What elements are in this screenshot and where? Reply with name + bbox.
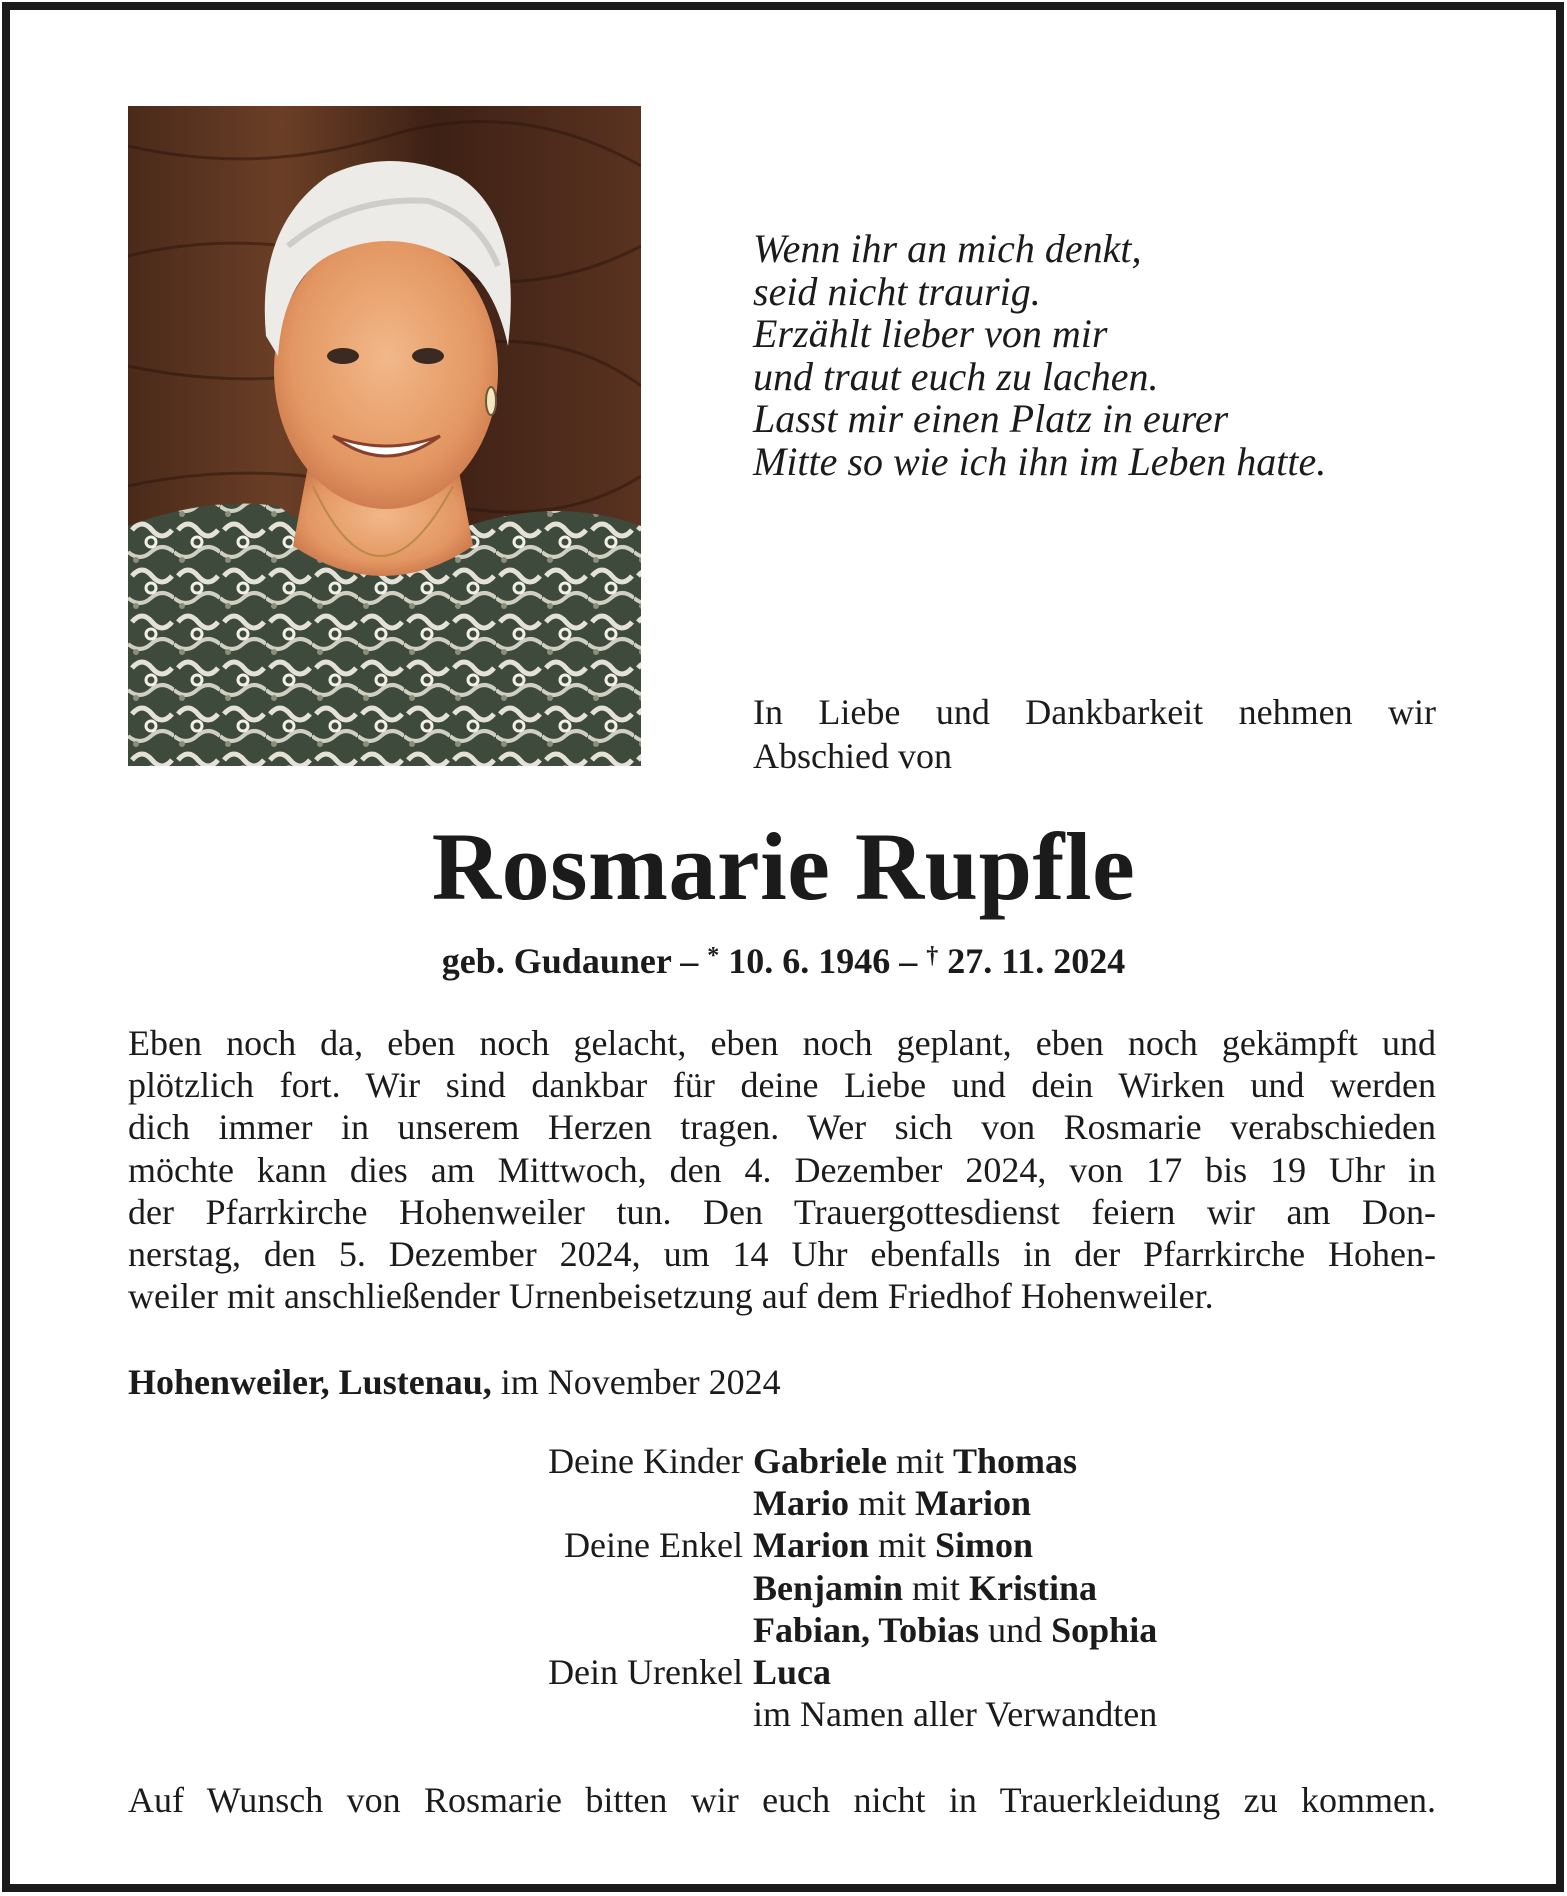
family-row [460, 1524, 1157, 1566]
family-row [460, 1440, 1157, 1482]
family-member-name: Kristina [969, 1567, 1098, 1608]
text-line: nerstag, den 5. Dezember 2024, um 14 Uhr ebenfalls in der Pfarrkirche Hohen- [128, 1234, 1436, 1275]
life-dates [0, 934, 1567, 983]
family-names [753, 1651, 831, 1693]
family-row [460, 1482, 1157, 1524]
family-role [460, 1482, 753, 1524]
text-line: möchte kann dies am Mittwoch, den 4. Dezember 2024, von 17 bis 19 Uhr in [128, 1149, 1436, 1190]
family-member-name: Gabriele [753, 1441, 887, 1481]
place-date [128, 1360, 781, 1404]
family-member-name: Simon [935, 1525, 1034, 1566]
family-names [753, 1693, 1157, 1735]
place-names: Hohenweiler, Lustenau, [128, 1362, 492, 1402]
connector-text: mit [848, 1483, 915, 1524]
connector-text: mit [868, 1525, 935, 1566]
poem-line: und traut euch zu lachen. [753, 353, 1159, 399]
poem-line: seid nicht traurig. [753, 268, 1041, 314]
separator: – [890, 941, 927, 981]
closing-note: Auf Wunsch von Rosmarie bitten wir euch nicht in Trauerkleidung zu kommen. [128, 1780, 1436, 1820]
month-year: im November 2024 [491, 1362, 781, 1402]
family-member-name: Marion [914, 1483, 1031, 1524]
text-line: dich immer in unserem Herzen tragen. Wer sich von Rosmarie verabschieden [128, 1107, 1436, 1148]
family-member-name: Marion [753, 1525, 869, 1566]
connector-text: im Namen aller Verwandten [753, 1694, 1158, 1735]
text-line: plötzlich fort. Wir sind dankbar für deine Liebe und dein Wirken und werden [128, 1065, 1436, 1106]
farewell-intro: In Liebe und Dankbarkeit nehmen wir Abschied von [753, 692, 1436, 776]
family-row [460, 1693, 1157, 1735]
birth-name: geb. Gudauner [441, 941, 672, 981]
separator: – [671, 941, 708, 981]
family-names [753, 1609, 1157, 1651]
connector-text: mit [886, 1441, 953, 1481]
connector-text: mit [903, 1567, 970, 1608]
poem-line: Wenn ihr an mich denkt, [753, 226, 1142, 271]
family-row [460, 1567, 1157, 1609]
text-line: weiler mit anschließender Urnenbeisetzung auf dem Friedhof Hohenweiler. [128, 1276, 1214, 1317]
text-line: der Pfarrkirche Hohenweiler tun. Den Trauergottesdienst feiern wir am Don- [128, 1191, 1436, 1232]
family-role: Dein Urenkel [548, 1652, 743, 1693]
family-names [753, 1482, 1031, 1524]
family-role: Deine Enkel [564, 1525, 743, 1566]
family-member-name: Sophia [1051, 1609, 1158, 1650]
portrait-photo [128, 106, 641, 766]
text-line: Eben noch da, eben noch gelacht, eben noch geplant, eben noch gekämpft und [128, 1023, 1436, 1063]
poem-line: Mitte so wie ich ihn im Leben hatte. [753, 438, 1327, 484]
birth-symbol: * [707, 943, 720, 969]
connector-text: und [979, 1609, 1052, 1650]
obituary-text [128, 1022, 1436, 1317]
family-role [460, 1693, 753, 1735]
family-role [460, 1609, 753, 1651]
death-symbol: † [926, 943, 939, 969]
family-member-name: Benjamin [753, 1567, 904, 1608]
family-member-name: Luca [753, 1652, 832, 1693]
family-member-name: Fabian, Tobias [753, 1609, 980, 1650]
deceased-name: Rosmarie Rupfle [431, 813, 1136, 920]
family-role: Deine Kinder [548, 1441, 743, 1481]
family-names [753, 1440, 1077, 1482]
family-list [460, 1440, 1157, 1735]
family-role [460, 1567, 753, 1609]
family-row [460, 1609, 1157, 1651]
family-row [460, 1651, 1157, 1693]
poem [753, 228, 1326, 483]
family-names [753, 1524, 1033, 1566]
poem-line: Lasst mir einen Platz in eurer [753, 396, 1229, 441]
family-member-name: Thomas [952, 1441, 1078, 1481]
poem-line: Erzählt lieber von mir [753, 311, 1108, 356]
birth-date: 10. 6. 1946 [719, 941, 891, 981]
family-member-name: Mario [753, 1483, 849, 1524]
family-names [753, 1567, 1097, 1609]
death-date: 27. 11. 2024 [938, 941, 1126, 981]
